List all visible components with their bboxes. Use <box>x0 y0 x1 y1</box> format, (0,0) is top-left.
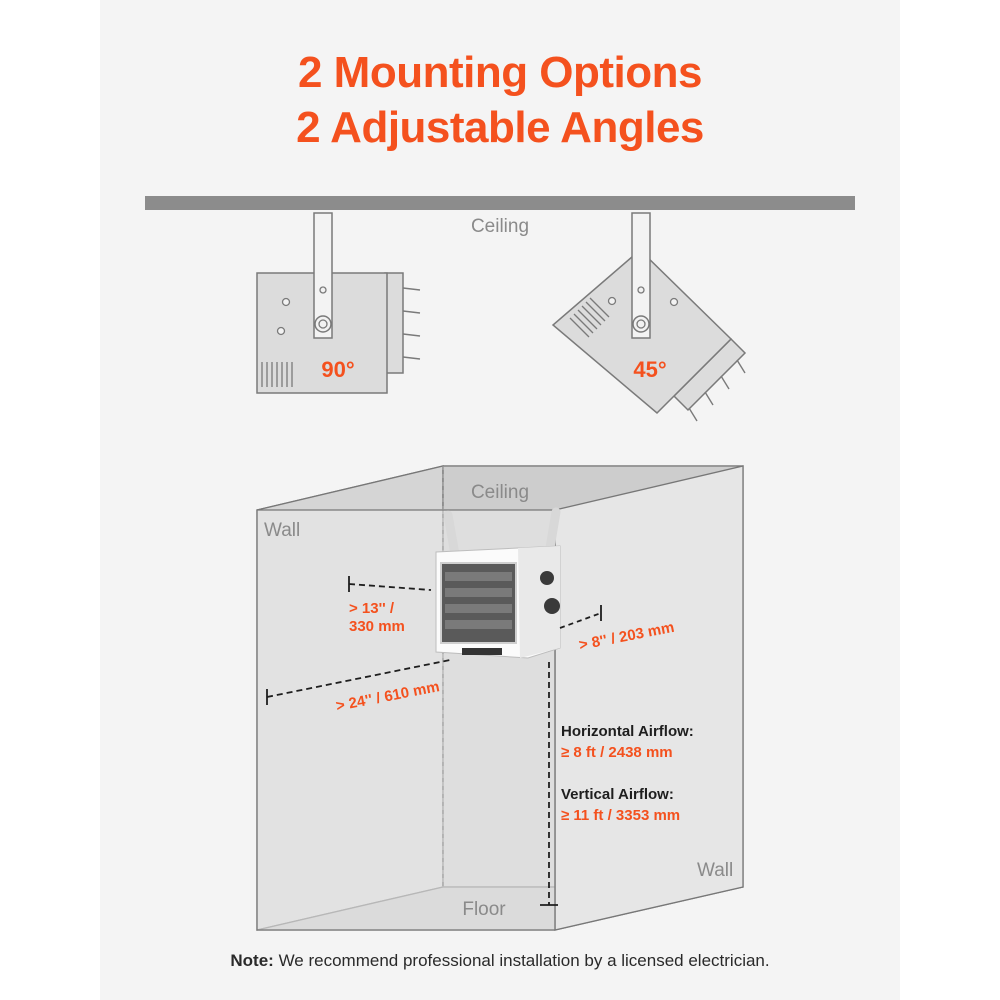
note-label: Note: <box>230 951 274 970</box>
headline-mounting-options: 2 Mounting Options <box>297 48 703 97</box>
note-text: We recommend professional installation by a licensed electrician. <box>273 951 770 970</box>
clearance-front-label: > 8'' / 203 mm <box>577 618 676 654</box>
installation-note <box>0 951 1000 971</box>
vertical-airflow-title: Vertical Airflow: <box>561 786 674 803</box>
wall-label-right: Wall <box>697 860 734 881</box>
horizontal-airflow-value: ≥ 8 ft / 2438 mm <box>561 744 673 761</box>
floor-label: Floor <box>462 899 506 920</box>
clearance-side-line1: > 13'' / <box>349 600 395 617</box>
wall-label-left: Wall <box>264 520 301 541</box>
horizontal-airflow-title: Horizontal Airflow: <box>561 723 694 740</box>
room-box <box>257 466 743 930</box>
heater-45-degree <box>553 213 745 421</box>
angle-label-90: 90° <box>321 357 355 382</box>
vertical-airflow-value: ≥ 11 ft / 3353 mm <box>561 807 681 824</box>
angle-label-45: 45° <box>633 357 667 382</box>
ceiling-label-top: Ceiling <box>470 216 530 237</box>
clearance-side-line2: 330 mm <box>349 618 405 635</box>
ceiling-bar <box>145 196 855 210</box>
headline-adjustable-angles: 2 Adjustable Angles <box>296 103 704 152</box>
ceiling-label-room: Ceiling <box>470 482 530 503</box>
clearance-wall-label: > 24'' / 610 mm <box>334 678 441 715</box>
